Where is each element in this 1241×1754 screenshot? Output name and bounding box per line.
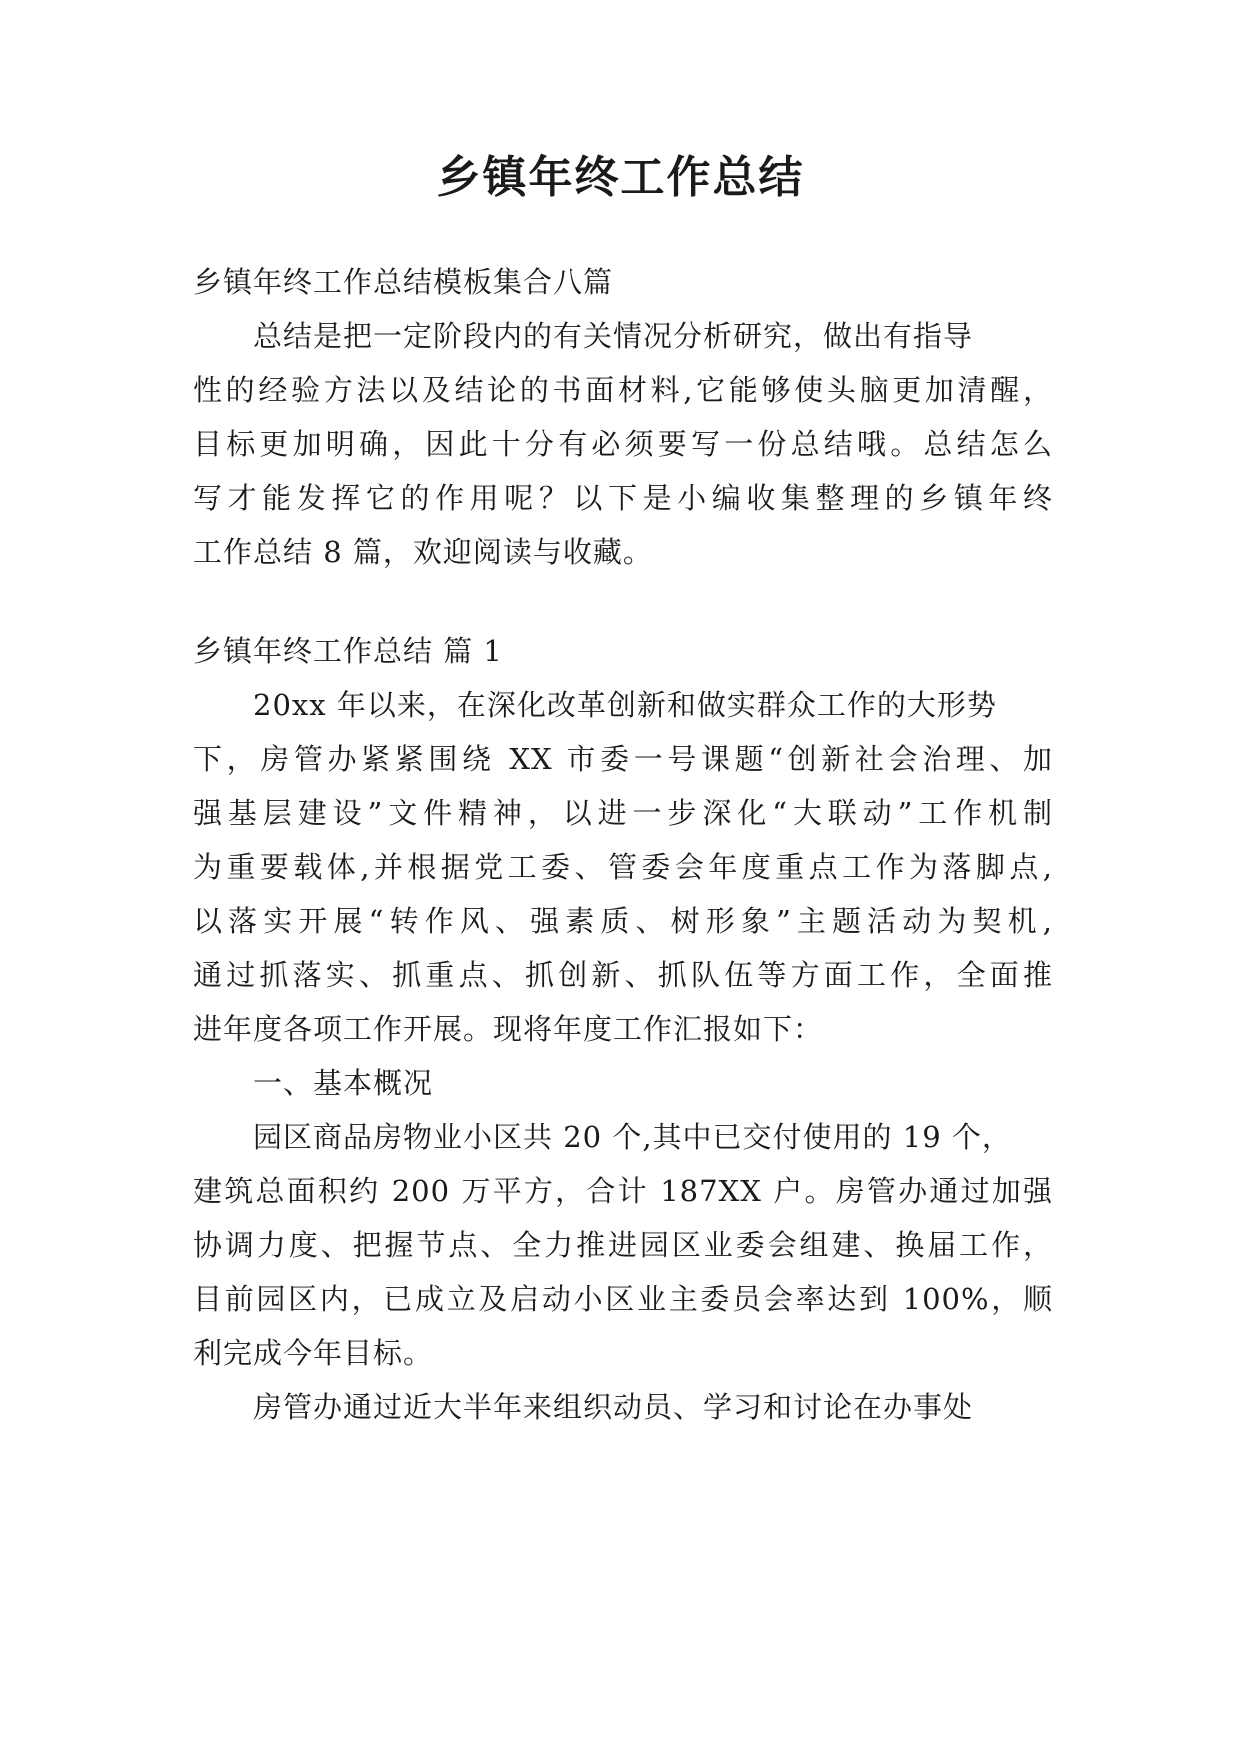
document-subtitle: 乡镇年终工作总结模板集合八篇 (193, 265, 614, 299)
subheading: 一、基本概况 (253, 1066, 434, 1100)
intro-line-text: 写才能发挥它的作用呢？以下是小编收集整理的乡镇年终 (193, 481, 1053, 515)
intro-line-text: 总结是把一定阶段内的有关情况分析研究，做出有指导 (253, 319, 974, 353)
paragraph-line-text: 利完成今年目标。 (193, 1336, 434, 1370)
intro-line-text: 性的经验方法以及结论的书面材料,它能够使头脑更加清醒， (193, 373, 1053, 407)
paragraph-line-text: 下，房管办紧紧围绕 XX 市委一号课题“创新社会治理、加 (193, 742, 1053, 776)
paragraph-line-text: 目前园区内，已成立及启动小区业主委员会率达到 100%，顺 (193, 1282, 1053, 1316)
paragraph-line-text: 协调力度、把握节点、全力推进园区业委会组建、换届工作， (193, 1228, 1053, 1262)
document-title: 乡镇年终工作总结 (436, 152, 805, 203)
section-heading: 乡镇年终工作总结 篇 1 (193, 634, 503, 668)
paragraph-line-text: 房管办通过近大半年来组织动员、学习和讨论在办事处 (253, 1390, 974, 1424)
intro-line-text: 工作总结 8 篇，欢迎阅读与收藏。 (193, 535, 653, 569)
intro-line-text: 目标更加明确，因此十分有必须要写一份总结哦。总结怎么 (193, 427, 1053, 461)
paragraph-line-text: 为重要载体,并根据党工委、管委会年度重点工作为落脚点, (193, 850, 1053, 884)
paragraph-line-text: 20xx 年以来，在深化改革创新和做实群众工作的大形势 (253, 688, 997, 722)
paragraph-line-text: 进年度各项工作开展。现将年度工作汇报如下： (193, 1012, 824, 1046)
paragraph-line-text: 建筑总面积约 200 万平方，合计 187XX 户。房管办通过加强 (193, 1174, 1053, 1208)
paragraph-line-text: 通过抓落实、抓重点、抓创新、抓队伍等方面工作，全面推 (193, 958, 1053, 992)
paragraph-line-text: 强基层建设”文件精神，以进一步深化“大联动”工作机制 (193, 796, 1053, 830)
paragraph-line-text: 园区商品房物业小区共 20 个,其中已交付使用的 19 个， (253, 1120, 1012, 1154)
paragraph-line-text: 以落实开展“转作风、强素质、树形象”主题活动为契机, (193, 904, 1053, 938)
